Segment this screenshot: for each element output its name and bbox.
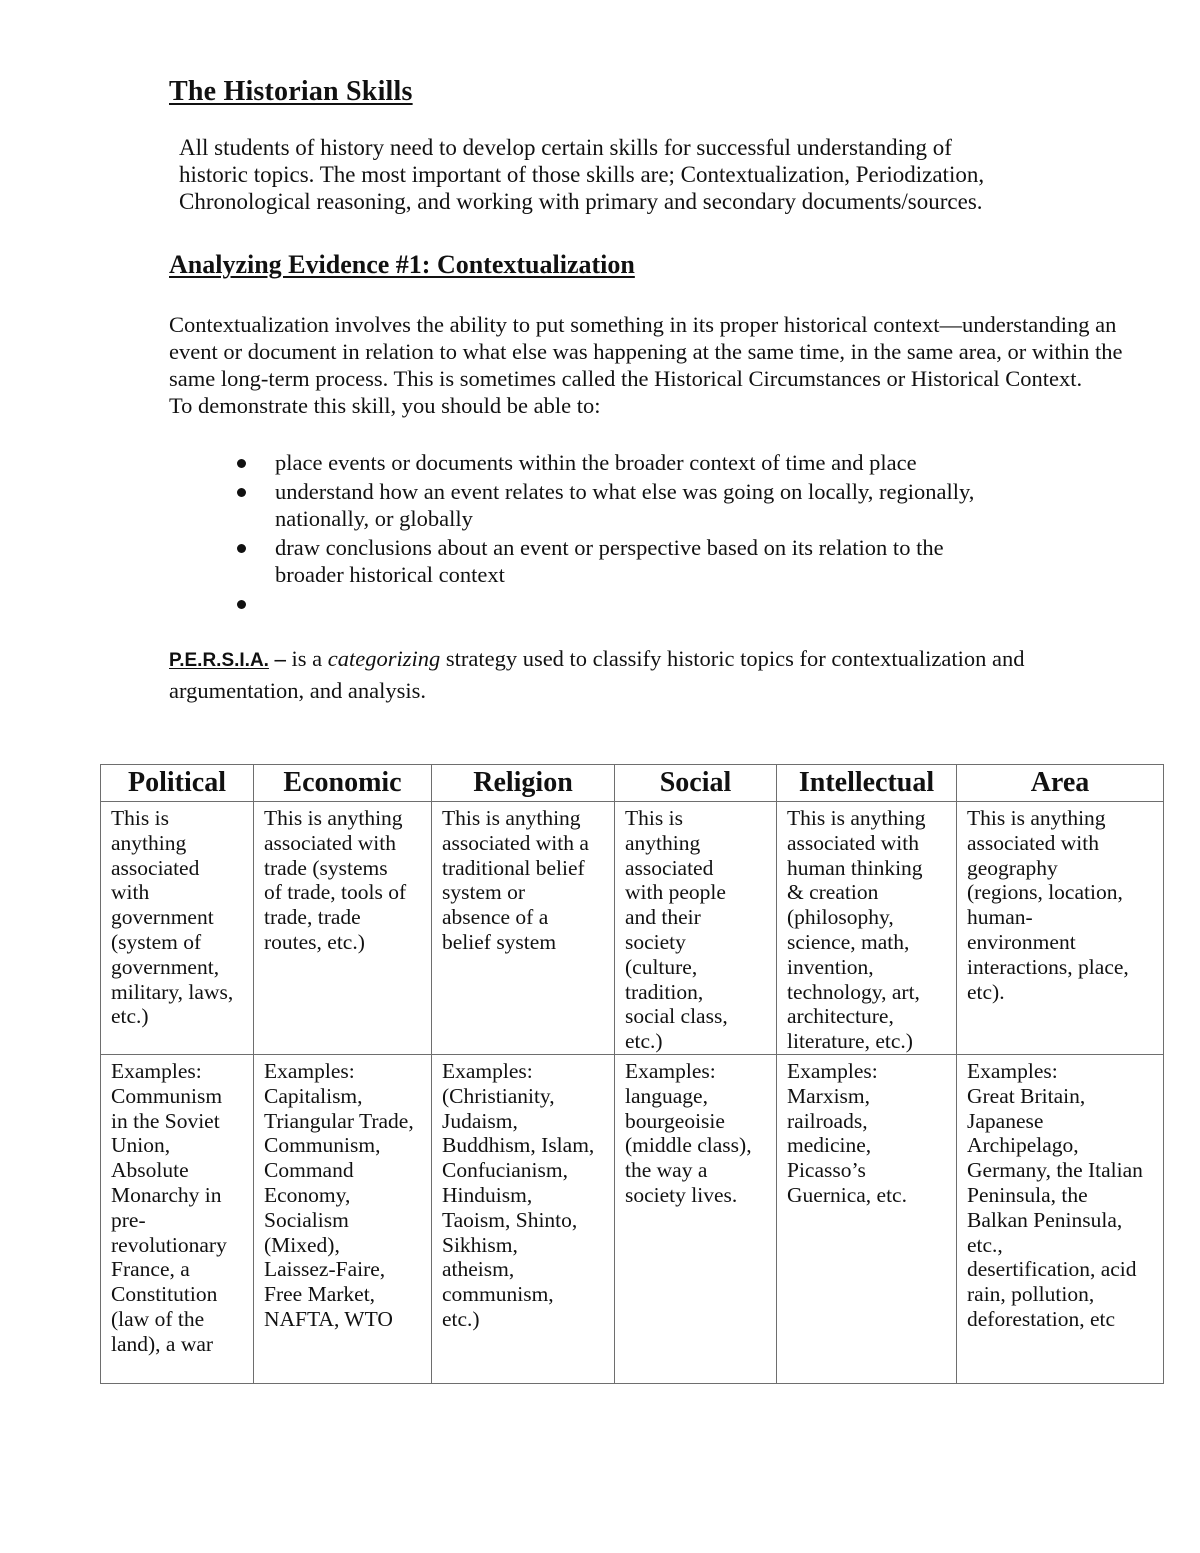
description-line: This is anything xyxy=(787,806,926,830)
description-text xyxy=(101,802,253,1029)
examples-line: pre- xyxy=(111,1207,146,1232)
examples-line: Laissez-Faire, xyxy=(264,1257,386,1282)
examples-line: Free Market, xyxy=(264,1282,376,1307)
description-cell-religion xyxy=(432,802,615,1055)
description-line: technology, art, xyxy=(787,979,920,1004)
examples-cell-economic xyxy=(254,1054,432,1383)
examples-text xyxy=(777,1055,956,1208)
examples-cell-intellectual xyxy=(777,1054,957,1383)
examples-line: bourgeoisie xyxy=(625,1108,725,1133)
description-line: traditional belief xyxy=(442,855,585,880)
intro-line: historic topics. The most important of those skills are; Contextualization, Periodization, xyxy=(179,162,985,187)
description-line: (regions, location, xyxy=(967,880,1123,905)
examples-line: atheism, xyxy=(442,1257,515,1282)
description-line: trade, trade xyxy=(264,905,361,930)
examples-line: Examples: xyxy=(787,1058,878,1083)
bullet-item xyxy=(231,449,974,476)
description-line: science, math, xyxy=(787,929,910,954)
persia-dash: – xyxy=(268,646,292,671)
description-line: associated with a xyxy=(442,830,589,855)
examples-line: NAFTA, WTO xyxy=(264,1306,393,1331)
description-line: This is xyxy=(111,806,169,830)
examples-line: Japanese xyxy=(967,1108,1044,1133)
examples-line: (Christianity, xyxy=(442,1083,555,1108)
description-line: associated with xyxy=(967,830,1099,855)
description-cell-political xyxy=(101,802,254,1055)
examples-line: Peninsula, the xyxy=(967,1182,1088,1207)
examples-line: rain, pollution, xyxy=(967,1282,1095,1307)
description-line: system or xyxy=(442,880,526,905)
table-row-examples xyxy=(101,1054,1164,1383)
description-line: This is anything xyxy=(264,806,403,830)
description-line: with xyxy=(111,880,150,905)
description-text xyxy=(254,802,431,955)
persia-table xyxy=(100,764,1164,1384)
bullet-dot-icon xyxy=(237,600,246,609)
examples-line: Balkan Peninsula, xyxy=(967,1207,1123,1232)
examples-line: Examples: xyxy=(264,1058,355,1083)
description-line: This is xyxy=(625,806,683,830)
description-line: (culture, xyxy=(625,954,698,979)
description-line: society xyxy=(625,929,686,954)
examples-line: Picasso’s xyxy=(787,1158,866,1183)
examples-line: etc.) xyxy=(442,1306,480,1331)
examples-line: Archipelago, xyxy=(967,1133,1079,1158)
examples-line: deforestation, etc xyxy=(967,1306,1116,1331)
examples-line: railroads, xyxy=(787,1108,868,1133)
description-line: routes, etc.) xyxy=(264,929,365,954)
examples-line: Judaism, xyxy=(442,1108,518,1133)
examples-line: (law of the xyxy=(111,1306,205,1331)
examples-line: Command xyxy=(264,1158,354,1183)
context-line: To demonstrate this skill, you should be able to: xyxy=(169,393,601,418)
examples-line: Capitalism, xyxy=(264,1083,363,1108)
examples-line: (Mixed), xyxy=(264,1232,340,1257)
column-header-social: Social xyxy=(615,765,777,802)
examples-text xyxy=(615,1055,776,1208)
description-line: associated xyxy=(111,855,200,880)
description-line: associated xyxy=(625,855,714,880)
examples-line: land), a war xyxy=(111,1331,214,1356)
bullet-dot-icon xyxy=(237,544,246,553)
description-cell-social xyxy=(615,802,777,1055)
examples-line: Monarchy in xyxy=(111,1182,222,1207)
examples-text xyxy=(101,1055,253,1357)
examples-line: Communism, xyxy=(264,1133,381,1158)
column-header-political: Political xyxy=(101,765,254,802)
persia-acronym: P.E.R.S.I.A. xyxy=(169,650,269,671)
description-line: literature, etc.) xyxy=(787,1029,913,1054)
description-line: etc). xyxy=(967,979,1005,1004)
persia-line xyxy=(169,644,1129,676)
description-text xyxy=(957,802,1163,1004)
description-line: belief system xyxy=(442,929,557,954)
persia-text: is a xyxy=(291,646,328,671)
examples-line: France, a xyxy=(111,1257,190,1282)
description-cell-economic xyxy=(254,802,432,1055)
description-line: anything xyxy=(111,830,187,855)
examples-line: medicine, xyxy=(787,1133,872,1158)
bullet-text: nationally, or globally xyxy=(275,506,473,531)
examples-line: Triangular Trade, xyxy=(264,1108,414,1133)
bullet-item xyxy=(231,534,974,588)
intro-paragraph xyxy=(179,134,1099,215)
examples-line: the way a xyxy=(625,1158,708,1183)
examples-line: language, xyxy=(625,1083,708,1108)
description-line: military, laws, xyxy=(111,979,234,1004)
examples-line: in the Soviet xyxy=(111,1108,220,1133)
description-line: & creation xyxy=(787,880,879,905)
examples-line: Taoism, Shinto, xyxy=(442,1207,578,1232)
examples-line: Examples: xyxy=(442,1058,533,1083)
skill-bullet-list xyxy=(231,449,974,619)
description-text xyxy=(432,802,614,955)
persia-definition xyxy=(169,644,1129,706)
examples-line: Examples: xyxy=(111,1058,202,1083)
persia-line: argumentation, and analysis. xyxy=(169,678,427,703)
description-line: government xyxy=(111,905,214,930)
description-text xyxy=(615,802,776,1054)
description-cell-intellectual xyxy=(777,802,957,1055)
examples-line: (middle class), xyxy=(625,1133,752,1158)
column-header-intellectual: Intellectual xyxy=(777,765,957,802)
description-line: etc.) xyxy=(111,1004,149,1029)
description-line: This is anything xyxy=(967,806,1106,830)
examples-line: Guernica, etc. xyxy=(787,1182,907,1207)
examples-line: Examples: xyxy=(967,1058,1058,1083)
description-line: with people xyxy=(625,880,726,905)
examples-line: Hinduism, xyxy=(442,1182,533,1207)
description-line: architecture, xyxy=(787,1004,894,1029)
examples-line: Union, xyxy=(111,1133,171,1158)
examples-cell-social xyxy=(615,1054,777,1383)
context-line: Contextualization involves the ability to put something in its proper historical context—understanding an xyxy=(169,312,1117,337)
examples-line: Great Britain, xyxy=(967,1083,1086,1108)
intro-line: All students of history need to develop certain skills for successful understanding of xyxy=(179,135,952,160)
examples-text xyxy=(254,1055,431,1332)
examples-line: revolutionary xyxy=(111,1232,227,1257)
examples-line: Buddhism, Islam, xyxy=(442,1133,595,1158)
examples-line: etc., xyxy=(967,1232,1003,1257)
bullet-text: broader historical context xyxy=(275,562,505,587)
examples-cell-religion xyxy=(432,1054,615,1383)
page-title: The Historian Skills xyxy=(169,76,413,107)
persia-emphasis: categorizing xyxy=(327,646,441,671)
table-header-row xyxy=(101,765,1164,802)
description-line: human thinking xyxy=(787,855,923,880)
bullet-text: place events or documents within the broader context of time and place xyxy=(275,450,917,475)
examples-line: communism, xyxy=(442,1282,554,1307)
examples-line: Absolute xyxy=(111,1158,189,1183)
examples-cell-area xyxy=(957,1054,1164,1383)
bullet-item xyxy=(231,478,974,532)
bullet-dot-icon xyxy=(237,459,246,468)
bullet-text: draw conclusions about an event or perspective based on its relation to the xyxy=(275,535,944,560)
persia-text: strategy used to classify historic topics for contextualization and xyxy=(440,646,1025,671)
examples-line: Communism xyxy=(111,1083,223,1108)
examples-text xyxy=(432,1055,614,1332)
description-line: environment xyxy=(967,929,1076,954)
examples-line: Confucianism, xyxy=(442,1158,568,1183)
context-line: event or document in relation to what else was happening at the same time, in the same area, or within the xyxy=(169,339,1123,364)
description-line: of trade, tools of xyxy=(264,880,407,905)
description-line: associated with xyxy=(264,830,396,855)
description-line: This is anything xyxy=(442,806,581,830)
description-text xyxy=(777,802,956,1054)
bullet-item xyxy=(231,590,974,617)
description-line: (philosophy, xyxy=(787,905,894,930)
contextualization-paragraph xyxy=(169,311,1179,419)
examples-line: society lives. xyxy=(625,1182,738,1207)
column-header-economic: Economic xyxy=(254,765,432,802)
description-line: trade (systems xyxy=(264,855,388,880)
examples-line: Socialism xyxy=(264,1207,349,1232)
context-line: same long-term process. This is sometimes called the Historical Circumstances or Historical Context. xyxy=(169,366,1083,391)
description-line: (system of xyxy=(111,929,202,954)
description-cell-area xyxy=(957,802,1164,1055)
description-line: associated with xyxy=(787,830,919,855)
intro-line: Chronological reasoning, and working with primary and secondary documents/sources. xyxy=(179,189,983,214)
column-header-religion: Religion xyxy=(432,765,615,802)
examples-cell-political xyxy=(101,1054,254,1383)
column-header-area: Area xyxy=(957,765,1164,802)
description-line: anything xyxy=(625,830,701,855)
section-heading: Analyzing Evidence #1: Contextualization xyxy=(169,250,635,279)
description-line: social class, xyxy=(625,1004,728,1029)
description-line: absence of a xyxy=(442,905,549,930)
description-line: tradition, xyxy=(625,979,704,1004)
examples-line: Examples: xyxy=(625,1058,716,1083)
description-line: interactions, place, xyxy=(967,954,1129,979)
examples-line: desertification, acid xyxy=(967,1257,1137,1282)
bullet-dot-icon xyxy=(237,488,246,497)
examples-line: Constitution xyxy=(111,1282,218,1307)
description-line: government, xyxy=(111,954,220,979)
examples-line: Germany, the Italian xyxy=(967,1158,1143,1183)
description-line: geography xyxy=(967,855,1058,880)
examples-line: Sikhism, xyxy=(442,1232,518,1257)
examples-text xyxy=(957,1055,1163,1332)
examples-line: Marxism, xyxy=(787,1083,871,1108)
description-line: human- xyxy=(967,905,1033,930)
table-row-descriptions xyxy=(101,802,1164,1055)
examples-line: Economy, xyxy=(264,1182,351,1207)
description-line: etc.) xyxy=(625,1029,663,1054)
bullet-text: understand how an event relates to what else was going on locally, regionally, xyxy=(275,479,975,504)
description-line: and their xyxy=(625,905,701,930)
description-line: invention, xyxy=(787,954,874,979)
